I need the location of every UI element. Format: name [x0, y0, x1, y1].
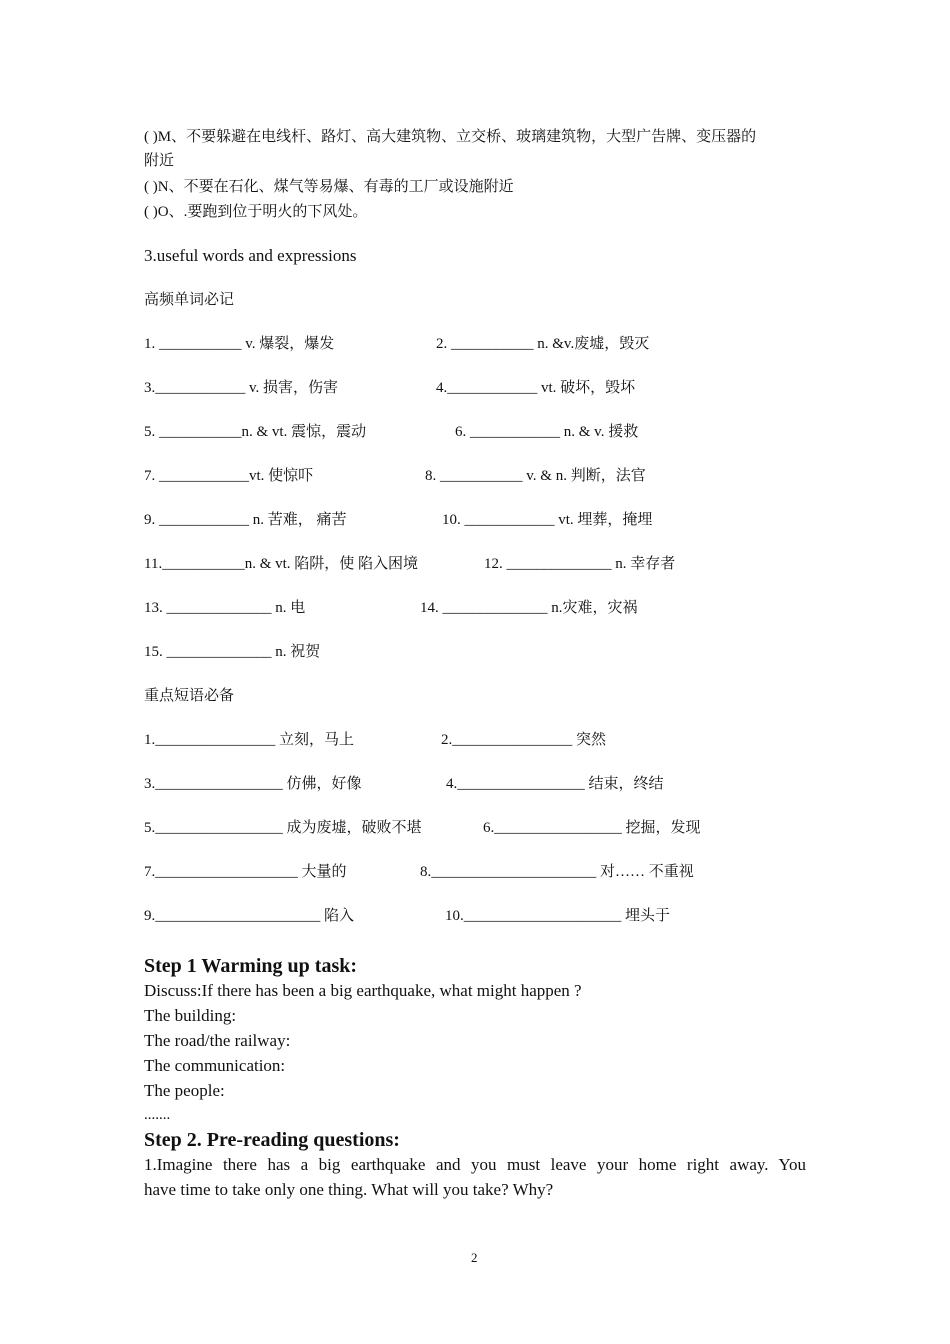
page-number: 2: [471, 1250, 478, 1265]
vocab-item-8: 8. ___________ v. & n. 判断，法官: [425, 468, 646, 484]
checklist-item-o: ( )O、.要跑到位于明火的下风处。: [144, 204, 368, 220]
vocab-item-15: 15. ______________ n. 祝贺: [144, 644, 321, 660]
phrase-item-2: 2.________________ 突然: [441, 732, 607, 748]
step2-question-1-line1: 1.Imagine there has a big earthquake and you must leave your home right away. You: [144, 1155, 806, 1174]
step1-discuss: Discuss:If there has been a big earthquake, what might happen ?: [144, 981, 582, 1000]
vocab-item-1: 1. ___________ v. 爆裂，爆发: [144, 336, 335, 352]
vocab-item-9: 9. ____________ n. 苦难， 痛苦: [144, 512, 347, 528]
phrase-item-4: 4._________________ 结束，终结: [446, 776, 664, 792]
vocab-item-2: 2. ___________ n. &v.废墟，毁灭: [436, 336, 650, 352]
checklist-item-m-cont: 附近: [144, 153, 175, 169]
step2-title: Step 2. Pre-reading questions:: [144, 1129, 400, 1151]
vocab-item-4: 4.____________ vt. 破坏，毁坏: [436, 380, 636, 396]
phrase-item-1: 1.________________ 立刻，马上: [144, 732, 355, 748]
phrase-heading: 重点短语必备: [144, 688, 235, 704]
phrase-item-8: 8.______________________ 对…… 不重视: [420, 864, 694, 880]
phrase-item-7: 7.___________________ 大量的: [144, 864, 347, 880]
vocab-item-10: 10. ____________ vt. 埋葬，掩埋: [442, 512, 653, 528]
step1-road: The road/the railway:: [144, 1031, 291, 1050]
vocab-item-5: 5. ___________n. & vt. 震惊，震动: [144, 424, 367, 440]
vocab-item-13: 13. ______________ n. 电: [144, 600, 306, 616]
step1-ellipsis: .......: [144, 1107, 171, 1123]
section-3-title: 3.useful words and expressions: [144, 246, 357, 265]
vocab-item-12: 12. ______________ n. 幸存者: [484, 556, 676, 572]
vocab-item-14: 14. ______________ n.灾难，灾祸: [420, 600, 638, 616]
vocab-item-11: 11.___________n. & vt. 陷阱，使 陷入困境: [144, 556, 419, 572]
step1-people: The people:: [144, 1081, 225, 1100]
step1-communication: The communication:: [144, 1056, 286, 1075]
vocab-item-3: 3.____________ v. 损害，伤害: [144, 380, 339, 396]
phrase-item-10: 10._____________________ 埋头于: [445, 908, 671, 924]
phrase-item-6: 6._________________ 挖掘，发现: [483, 820, 701, 836]
checklist-item-m: ( )M、不要躲避在电线杆、路灯、高大建筑物、立交桥、玻璃建筑物，大型广告牌、变压器的: [144, 129, 757, 145]
vocab-heading: 高频单词必记: [144, 292, 235, 308]
phrase-item-3: 3._________________ 仿佛，好像: [144, 776, 362, 792]
vocab-item-6: 6. ____________ n. & v. 援救: [455, 424, 639, 440]
step2-question-1-line2: have time to take only one thing. What will you take? Why?: [144, 1180, 554, 1199]
phrase-item-5: 5._________________ 成为废墟，破败不堪: [144, 820, 422, 836]
checklist-item-n: ( )N、不要在石化、煤气等易爆、有毒的工厂或设施附近: [144, 179, 514, 195]
step1-building: The building:: [144, 1006, 237, 1025]
phrase-item-9: 9.______________________ 陷入: [144, 908, 355, 924]
step1-title: Step 1 Warming up task:: [144, 955, 358, 977]
vocab-item-7: 7. ____________vt. 使惊吓: [144, 468, 314, 484]
